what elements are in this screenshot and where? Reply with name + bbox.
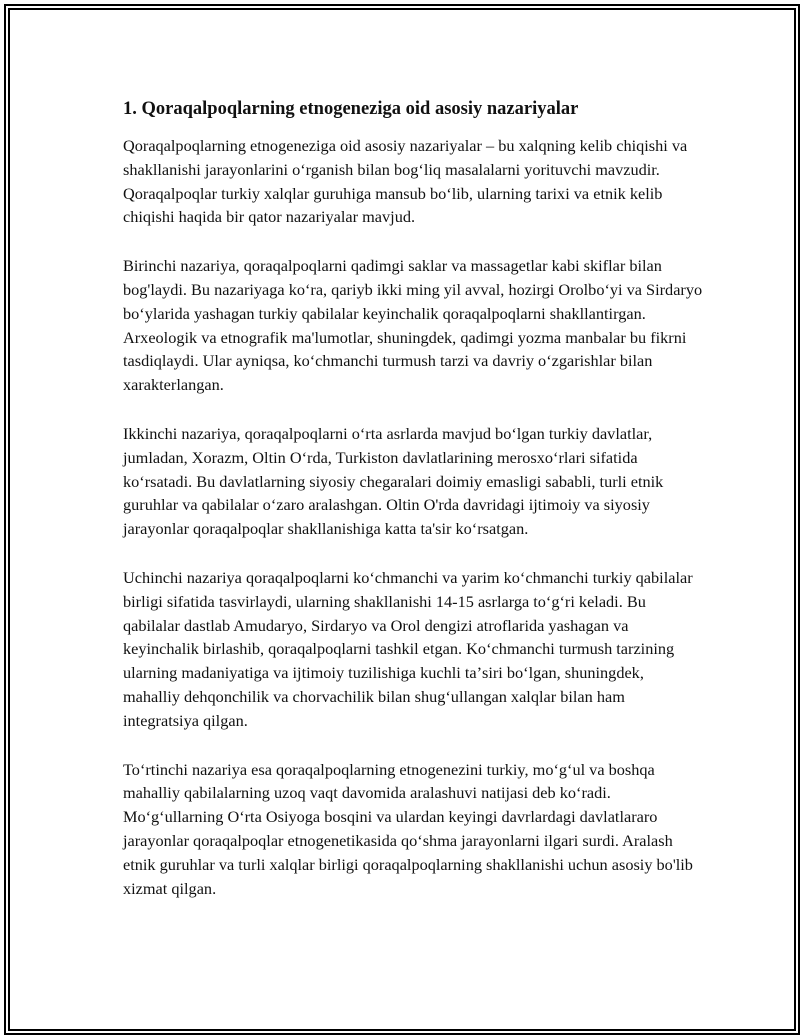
paragraph-intro: Qoraqalpoqlarning etnogeneziga oid asosiy nazariyalar – bu xalqning kelib chiqishi va shakllanishi jarayonlarini oʻrganish bilan bogʻliq masalalarni yorituvchi mavzudir. Qoraqalpoqlar turkiy xalqlar guruhiga mansub boʻlib, ularning tarixi va etnik kelib chiqishi haqida bir qator nazariyalar mavjud. [123,136,688,227]
document-page [4,4,800,1035]
paragraph-fourth-theory: Toʻrtinchi nazariya esa qoraqalpoqlarning etnogenezini turkiy, moʻgʻul va boshqa mahalliy qabilalarning uzoq vaqt davomida aralashuvi natijasi deb koʻradi. Moʻgʻullarning Oʻrta Osiyoga bosqini va ulardan keyingi davrlardagi davlatlararo jarayonlar qoraqalpoqlar etnogenetikasida qoʻshma jarayonlarni ilgari surdi. Aralash etnik guruhlar va turli xalqlar birligi qoraqalpoqlarning shakllanishi uchun asosiy bo'lib xizmat qilgan. [123,759,693,898]
document-content [123,96,703,925]
section-title: 1. Qoraqalpoqlarning etnogeneziga oid asosiy nazariyalar [123,99,579,119]
paragraph-first-theory: Birinchi nazariya, qoraqalpoqlarni qadimgi saklar va massagetlar kabi skiflar bilan bog'laydi. Bu nazariyaga koʻra, qariyb ikki ming yil avval, hozirgi Orolboʻyi va Sirdaryo boʻylarida yashagan turkiy qabilalar keyinchalik qoraqalpoqlarni shakllantirgan. Arxeologik va etnografik ma'lumotlar, shuningdek, qadimgi yozma manbalar bu fikrni tasdiqlaydi. Ular ayniqsa, koʻchmanchi turmush tarzi va davriy oʻzgarishlar bilan xarakterlangan. [123,256,703,395]
paragraph-second-theory: Ikkinchi nazariya, qoraqalpoqlarni oʻrta asrlarda mavjud boʻlgan turkiy davlatlar, jumladan, Xorazm, Oltin Oʻrda, Turkiston davlatlarining merosxoʻrlari sifatida koʻrsatadi. Bu davlatlarning siyosiy chegaralari doimiy emasligi sababli, turli etnik guruhlar va qabilalar oʻzaro aralashgan. Oltin O'rda davridagi ijtimoiy va siyosiy jarayonlar qoraqalpoqlar shakllanishiga katta ta'sir koʻrsatgan. [123,423,664,539]
paragraph-third-theory: Uchinchi nazariya qoraqalpoqlarni koʻchmanchi va yarim koʻchmanchi turkiy qabilalar birligi sifatida tasvirlaydi, ularning shakllanishi 14-15 asrlarga toʻgʻri keladi. Bu qabilalar dastlab Amudaryo, Sirdaryo va Orol dengizi atroflarida yashagan va keyinchalik birlashib, qoraqalpoqlarni tashkil etgan. Koʻchmanchi turmush tarzining ularning madaniyatiga va ijtimoiy tuzilishiga kuchli taʼsiri boʻlgan, shuningdek, mahalliy dehqonchilik va chorvachilik bilan shugʻullangan xalqlar bilan ham integratsiya qilgan. [123,567,693,730]
